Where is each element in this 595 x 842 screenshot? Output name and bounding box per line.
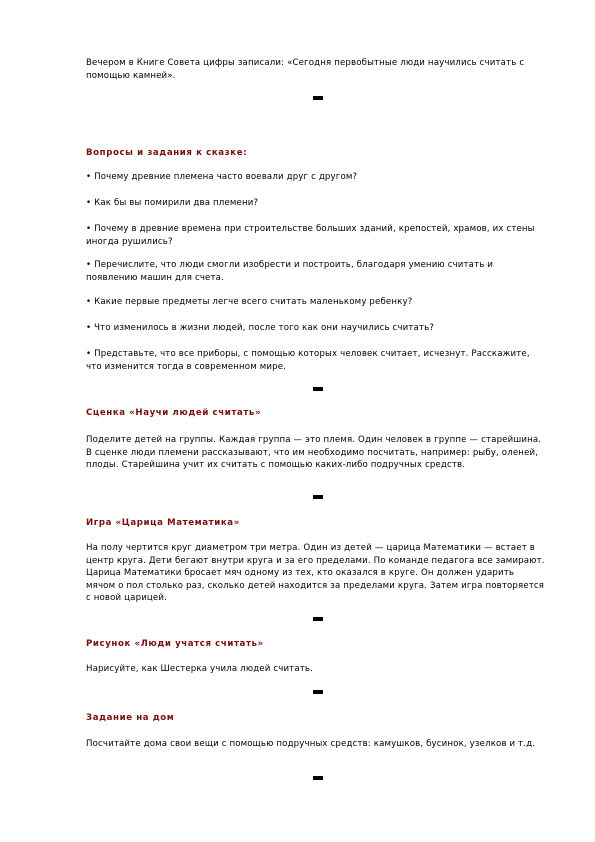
section-separator (313, 387, 323, 391)
question-item: • Почему древние племена часто воевали друг с другом? (86, 172, 358, 182)
question-item: • Какие первые предметы легче всего считать маленькому ребенку? (86, 297, 413, 307)
question-item: • Что изменилось в жизни людей, после того как они научились считать? (86, 323, 435, 333)
question-item: • Как бы вы помирили два племени? (86, 198, 259, 208)
drawing-paragraph: Нарисуйте, как Шестерка учила людей считать. (86, 664, 314, 674)
section-separator (313, 495, 323, 499)
question-item: • Перечислите, что люди смогли изобрести и построить, благодаря умению считать и появлению машин для счета. (86, 260, 494, 283)
intro-paragraph: Вечером в Книге Совета цифры записали: «Сегодня первобытные люди научились считать с помощью камней». (86, 58, 525, 81)
question-item: • Почему в древние времена при строительстве больших зданий, крепостей, храмов, их стены иногда рушились? (86, 224, 535, 247)
section-separator (313, 96, 323, 100)
scene-heading: Сценка «Научи людей считать» (86, 408, 262, 418)
section-separator (313, 617, 323, 621)
questions-heading: Вопросы и задания к сказке: (86, 148, 248, 158)
section-separator (313, 690, 323, 694)
homework-paragraph: Посчитайте дома свои вещи с помощью подручных средств: камушков, бусинок, узелков и т.д. (86, 739, 536, 749)
drawing-heading: Рисунок «Люди учатся считать» (86, 639, 264, 649)
game-paragraph: На полу чертится круг диаметром три метра. Один из детей — царица Математики — встает в центр круга. Дети бегают внутри круга и за его пределами. По команде педагога все замирают. Царица Математики бросает мяч одному из тех, кто оказался в круге. Он должен ударить мячом о пол столько раз, сколько детей находится за пределами круга. Затем игра повторяется с новой царицей. (86, 543, 545, 603)
question-item: • Представьте, что все приборы, с помощью которых человек считает, исчезнут. Расскажите, что изменится тогда в современном мире. (86, 349, 530, 372)
section-separator (313, 776, 323, 780)
game-heading: Игра «Царица Математика» (86, 518, 240, 528)
scene-paragraph: Поделите детей на группы. Каждая группа — это племя. Один человек в группе — старейшина. В сценке люди племени рассказывают, что им необходимо посчитать, например: рыбу, оленей, плоды. Старейшина учит их считать с помощью каких-либо подручных средств. (86, 435, 542, 470)
homework-heading: Задание на дом (86, 713, 175, 723)
